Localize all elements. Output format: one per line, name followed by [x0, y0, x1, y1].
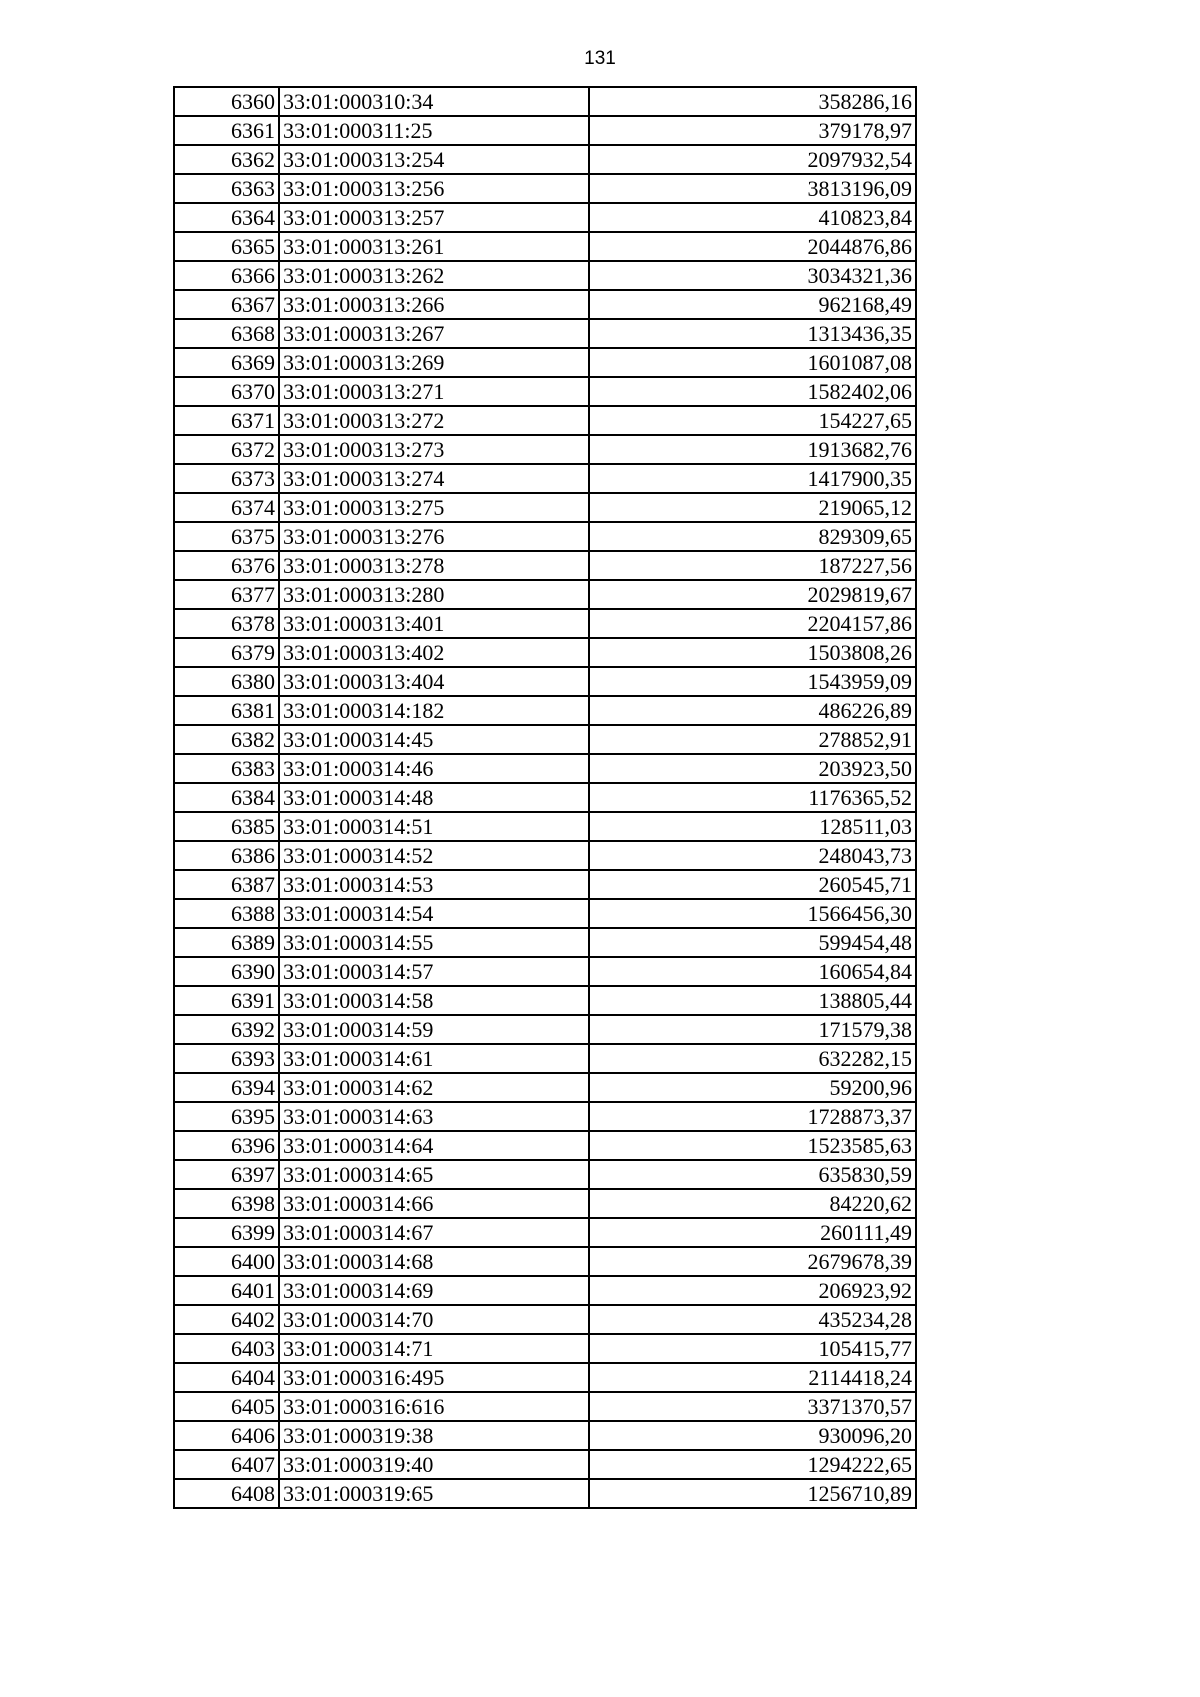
- cadastral-number: 33:01:000313:272: [279, 406, 589, 435]
- cadastral-number: 33:01:000314:62: [279, 1073, 589, 1102]
- table-row: [174, 1073, 916, 1102]
- row-number: 6383: [174, 754, 279, 783]
- table-row: [174, 145, 916, 174]
- table-row: [174, 725, 916, 754]
- cadastral-value: 203923,50: [589, 754, 916, 783]
- table-row: [174, 1276, 916, 1305]
- cadastral-value: 829309,65: [589, 522, 916, 551]
- table-row: [174, 1247, 916, 1276]
- cadastral-value: 59200,96: [589, 1073, 916, 1102]
- cadastral-value: 635830,59: [589, 1160, 916, 1189]
- cadastral-value: 1582402,06: [589, 377, 916, 406]
- row-number: 6360: [174, 87, 279, 116]
- table-row: [174, 667, 916, 696]
- row-number: 6380: [174, 667, 279, 696]
- table-row: [174, 580, 916, 609]
- cadastral-value: 206923,92: [589, 1276, 916, 1305]
- cadastral-number: 33:01:000319:40: [279, 1450, 589, 1479]
- table-row: [174, 1392, 916, 1421]
- table-row: [174, 1479, 916, 1508]
- row-number: 6399: [174, 1218, 279, 1247]
- cadastral-value: 1176365,52: [589, 783, 916, 812]
- cadastral-value: 219065,12: [589, 493, 916, 522]
- row-number: 6395: [174, 1102, 279, 1131]
- cadastral-value: 379178,97: [589, 116, 916, 145]
- cadastral-value: 1913682,76: [589, 435, 916, 464]
- cadastral-value: 930096,20: [589, 1421, 916, 1450]
- cadastral-value: 2204157,86: [589, 609, 916, 638]
- row-number: 6374: [174, 493, 279, 522]
- cadastral-number: 33:01:000314:63: [279, 1102, 589, 1131]
- cadastral-number: 33:01:000311:25: [279, 116, 589, 145]
- cadastral-number: 33:01:000313:261: [279, 232, 589, 261]
- row-number: 6396: [174, 1131, 279, 1160]
- row-number: 6388: [174, 899, 279, 928]
- table-row: [174, 377, 916, 406]
- row-number: 6406: [174, 1421, 279, 1450]
- cadastral-number: 33:01:000313:271: [279, 377, 589, 406]
- table-row: [174, 638, 916, 667]
- cadastral-number: 33:01:000314:70: [279, 1305, 589, 1334]
- row-number: 6397: [174, 1160, 279, 1189]
- cadastral-value: 187227,56: [589, 551, 916, 580]
- table-row: [174, 1363, 916, 1392]
- table-row: [174, 1334, 916, 1363]
- table-row: [174, 435, 916, 464]
- cadastral-value: 486226,89: [589, 696, 916, 725]
- table-row: [174, 1160, 916, 1189]
- cadastral-number: 33:01:000319:38: [279, 1421, 589, 1450]
- row-number: 6386: [174, 841, 279, 870]
- row-number: 6382: [174, 725, 279, 754]
- cadastral-value: 160654,84: [589, 957, 916, 986]
- row-number: 6390: [174, 957, 279, 986]
- table-row: [174, 754, 916, 783]
- row-number: 6398: [174, 1189, 279, 1218]
- cadastral-value: 154227,65: [589, 406, 916, 435]
- cadastral-value: 1601087,08: [589, 348, 916, 377]
- cadastral-value: 84220,62: [589, 1189, 916, 1218]
- row-number: 6407: [174, 1450, 279, 1479]
- cadastral-value: 2114418,24: [589, 1363, 916, 1392]
- row-number: 6391: [174, 986, 279, 1015]
- row-number: 6361: [174, 116, 279, 145]
- cadastral-number: 33:01:000314:51: [279, 812, 589, 841]
- table-row: [174, 1102, 916, 1131]
- table-row: [174, 957, 916, 986]
- cadastral-number: 33:01:000314:55: [279, 928, 589, 957]
- cadastral-number: 33:01:000313:254: [279, 145, 589, 174]
- cadastral-value: 632282,15: [589, 1044, 916, 1073]
- cadastral-value: 1503808,26: [589, 638, 916, 667]
- row-number: 6362: [174, 145, 279, 174]
- cadastral-number: 33:01:000313:402: [279, 638, 589, 667]
- table-row: [174, 551, 916, 580]
- cadastral-value: 1543959,09: [589, 667, 916, 696]
- cadastral-value: 138805,44: [589, 986, 916, 1015]
- cadastral-number: 33:01:000314:46: [279, 754, 589, 783]
- cadastral-value: 358286,16: [589, 87, 916, 116]
- table-row: [174, 1189, 916, 1218]
- cadastral-number: 33:01:000313:275: [279, 493, 589, 522]
- row-number: 6405: [174, 1392, 279, 1421]
- cadastral-value: 3371370,57: [589, 1392, 916, 1421]
- cadastral-value: 1566456,30: [589, 899, 916, 928]
- cadastral-value: 599454,48: [589, 928, 916, 957]
- cadastral-value: 962168,49: [589, 290, 916, 319]
- table-row: [174, 203, 916, 232]
- cadastral-value: 1523585,63: [589, 1131, 916, 1160]
- cadastral-number: 33:01:000319:65: [279, 1479, 589, 1508]
- row-number: 6387: [174, 870, 279, 899]
- cadastral-number: 33:01:000314:59: [279, 1015, 589, 1044]
- cadastral-value: 1294222,65: [589, 1450, 916, 1479]
- table-row: [174, 986, 916, 1015]
- table-row: [174, 899, 916, 928]
- row-number: 6368: [174, 319, 279, 348]
- row-number: 6369: [174, 348, 279, 377]
- row-number: 6408: [174, 1479, 279, 1508]
- cadastral-value: 1417900,35: [589, 464, 916, 493]
- row-number: 6364: [174, 203, 279, 232]
- cadastral-number: 33:01:000310:34: [279, 87, 589, 116]
- cadastral-number: 33:01:000314:182: [279, 696, 589, 725]
- cadastral-value: 171579,38: [589, 1015, 916, 1044]
- cadastral-number: 33:01:000314:57: [279, 957, 589, 986]
- cadastral-value: 1256710,89: [589, 1479, 916, 1508]
- cadastral-value: 2679678,39: [589, 1247, 916, 1276]
- cadastral-number: 33:01:000314:48: [279, 783, 589, 812]
- cadastral-value: 260111,49: [589, 1218, 916, 1247]
- table-row: [174, 1450, 916, 1479]
- cadastral-value: 105415,77: [589, 1334, 916, 1363]
- cadastral-number: 33:01:000313:404: [279, 667, 589, 696]
- row-number: 6400: [174, 1247, 279, 1276]
- table-row: [174, 522, 916, 551]
- cadastral-number: 33:01:000316:495: [279, 1363, 589, 1392]
- cadastral-number: 33:01:000314:69: [279, 1276, 589, 1305]
- table-row: [174, 406, 916, 435]
- table-row: [174, 609, 916, 638]
- cadastral-number: 33:01:000314:71: [279, 1334, 589, 1363]
- row-number: 6376: [174, 551, 279, 580]
- row-number: 6392: [174, 1015, 279, 1044]
- cadastral-value: 2044876,86: [589, 232, 916, 261]
- cadastral-number: 33:01:000314:52: [279, 841, 589, 870]
- row-number: 6377: [174, 580, 279, 609]
- cadastral-value: 260545,71: [589, 870, 916, 899]
- table-body: [174, 87, 916, 1508]
- cadastral-number: 33:01:000313:267: [279, 319, 589, 348]
- table-row: [174, 1218, 916, 1247]
- cadastral-number: 33:01:000313:278: [279, 551, 589, 580]
- row-number: 6372: [174, 435, 279, 464]
- cadastral-value: 410823,84: [589, 203, 916, 232]
- table-row: [174, 290, 916, 319]
- cadastral-value: 1728873,37: [589, 1102, 916, 1131]
- cadastral-value: 2097932,54: [589, 145, 916, 174]
- table-row: [174, 1421, 916, 1450]
- cadastral-number: 33:01:000314:64: [279, 1131, 589, 1160]
- table-row: [174, 232, 916, 261]
- table-row: [174, 493, 916, 522]
- cadastral-number: 33:01:000313:401: [279, 609, 589, 638]
- table-row: [174, 116, 916, 145]
- cadastral-number: 33:01:000313:266: [279, 290, 589, 319]
- cadastral-value: 2029819,67: [589, 580, 916, 609]
- row-number: 6375: [174, 522, 279, 551]
- table-row: [174, 841, 916, 870]
- cadastral-value: 248043,73: [589, 841, 916, 870]
- row-number: 6401: [174, 1276, 279, 1305]
- cadastral-number: 33:01:000313:280: [279, 580, 589, 609]
- table-row: [174, 319, 916, 348]
- row-number: 6402: [174, 1305, 279, 1334]
- row-number: 6365: [174, 232, 279, 261]
- row-number: 6403: [174, 1334, 279, 1363]
- row-number: 6373: [174, 464, 279, 493]
- table-row: [174, 348, 916, 377]
- table-row: [174, 696, 916, 725]
- table-row: [174, 1015, 916, 1044]
- cadastral-value: 3034321,36: [589, 261, 916, 290]
- cadastral-number: 33:01:000313:256: [279, 174, 589, 203]
- row-number: 6393: [174, 1044, 279, 1073]
- cadastral-number: 33:01:000314:61: [279, 1044, 589, 1073]
- table-row: [174, 1131, 916, 1160]
- table-row: [174, 870, 916, 899]
- row-number: 6394: [174, 1073, 279, 1102]
- cadastral-value: 128511,03: [589, 812, 916, 841]
- table-row: [174, 87, 916, 116]
- cadastral-value: 1313436,35: [589, 319, 916, 348]
- row-number: 6366: [174, 261, 279, 290]
- cadastral-value-table: [173, 86, 917, 1509]
- cadastral-number: 33:01:000314:45: [279, 725, 589, 754]
- row-number: 6370: [174, 377, 279, 406]
- table-row: [174, 1305, 916, 1334]
- table-row: [174, 812, 916, 841]
- cadastral-number: 33:01:000313:276: [279, 522, 589, 551]
- row-number: 6378: [174, 609, 279, 638]
- cadastral-number: 33:01:000313:269: [279, 348, 589, 377]
- cadastral-value: 3813196,09: [589, 174, 916, 203]
- table-row: [174, 928, 916, 957]
- row-number: 6379: [174, 638, 279, 667]
- cadastral-number: 33:01:000313:274: [279, 464, 589, 493]
- page-number: 131: [584, 48, 616, 69]
- cadastral-value: 435234,28: [589, 1305, 916, 1334]
- table-row: [174, 174, 916, 203]
- row-number: 6367: [174, 290, 279, 319]
- cadastral-number: 33:01:000314:67: [279, 1218, 589, 1247]
- cadastral-number: 33:01:000313:257: [279, 203, 589, 232]
- table-row: [174, 261, 916, 290]
- table-row: [174, 783, 916, 812]
- cadastral-number: 33:01:000314:65: [279, 1160, 589, 1189]
- row-number: 6363: [174, 174, 279, 203]
- row-number: 6385: [174, 812, 279, 841]
- cadastral-number: 33:01:000314:53: [279, 870, 589, 899]
- row-number: 6384: [174, 783, 279, 812]
- cadastral-number: 33:01:000314:54: [279, 899, 589, 928]
- cadastral-number: 33:01:000314:58: [279, 986, 589, 1015]
- cadastral-value: 278852,91: [589, 725, 916, 754]
- row-number: 6371: [174, 406, 279, 435]
- cadastral-number: 33:01:000314:66: [279, 1189, 589, 1218]
- row-number: 6404: [174, 1363, 279, 1392]
- table-row: [174, 1044, 916, 1073]
- row-number: 6381: [174, 696, 279, 725]
- table-row: [174, 464, 916, 493]
- cadastral-number: 33:01:000313:273: [279, 435, 589, 464]
- cadastral-number: 33:01:000313:262: [279, 261, 589, 290]
- row-number: 6389: [174, 928, 279, 957]
- cadastral-number: 33:01:000316:616: [279, 1392, 589, 1421]
- cadastral-number: 33:01:000314:68: [279, 1247, 589, 1276]
